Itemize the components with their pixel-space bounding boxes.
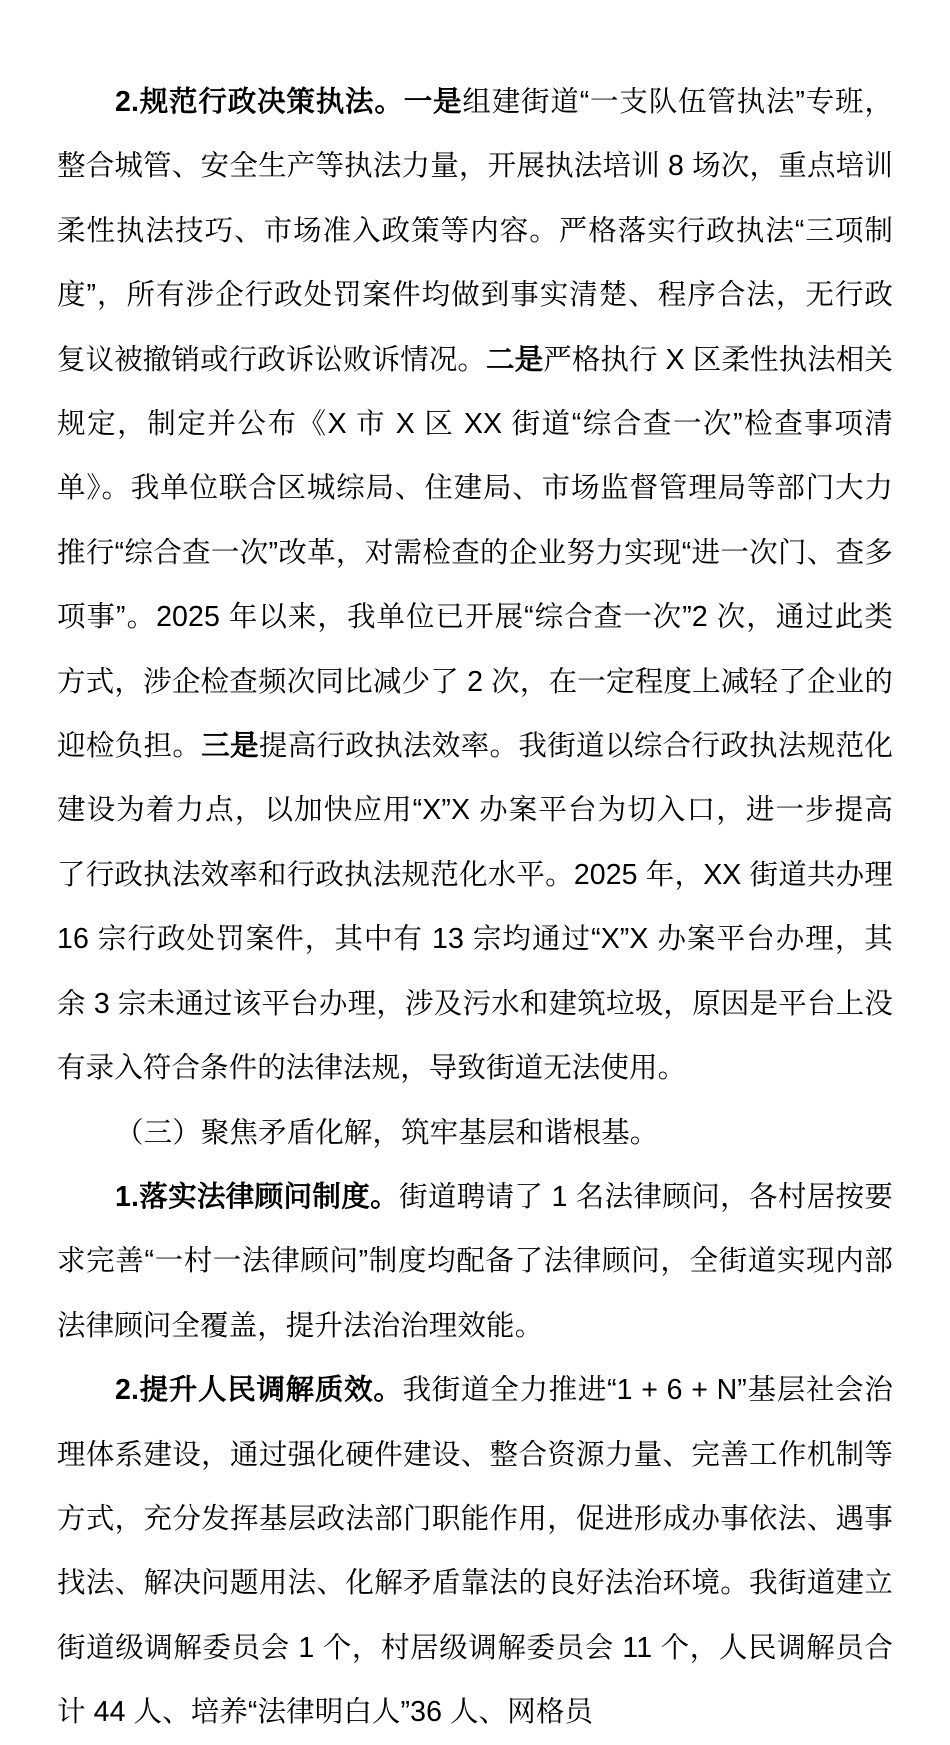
paragraph-run-bold: 2.提升人民调解质效。 <box>115 1374 403 1407</box>
paragraph <box>57 1358 893 1744</box>
paragraph-run-text: 严格执行 X 区柔性执法相关规定，制定并公布《X 市 X 区 XX 街道“综合查一次”检查事项清单》。我单位联合区城综局、住建局、市场监督管理局等部门大力推行“综合查一次”改革，对需检查的企业努力实现“进一次门、查多项事”。2025 年以来，我单位已开展“综合查一次”2 次，通过此类方式，涉企检查频次同比减少了 2 次，在一定程度上减轻了企业的迎检负担。 <box>57 343 893 763</box>
paragraph-run-text: 组建街道“一支队伍管执法”专班，整合城管、安全生产等执法力量，开展执法培训 8 场次，重点培训柔性执法技巧、市场准入政策等内容。严格落实行政执法“三项制度”，所有涉企行政处罚案件均做到事实清楚、程序合法，无行政复议被撤销或行政诉讼败诉情况。 <box>57 86 893 376</box>
paragraph-run-bold: 1.落实法律顾问制度。 <box>115 1180 399 1213</box>
paragraph-run-bold: 三是 <box>201 730 259 763</box>
paragraph-run-bold: 2.规范行政决策执法。一是 <box>115 86 463 118</box>
paragraph-run-text: 街道聘请了 1 名法律顾问，各村居按要求完善“一村一法律顾问”制度均配备了法律顾问，全街道实现内部法律顾问全覆盖，提升法治治理效能。 <box>57 1180 893 1342</box>
document-body <box>57 57 893 1745</box>
paragraph-run-text: （三）聚焦矛盾化解，筑牢基层和谐根基。 <box>115 1116 659 1149</box>
paragraph <box>57 1101 893 1165</box>
paragraph-run-bold: 二是 <box>486 343 544 376</box>
paragraph-run-text: 我街道全力推进“1 + 6 + N”基层社会治理体系建设，通过强化硬件建设、整合资源力量、完善工作机制等方式，充分发挥基层政法部门职能作用，促进形成办事依法、遇事找法、解决问题用法、化解矛盾靠法的良好法治环境。我街道建立街道级调解委员会 1 个，村居级调解委员会 11 个，人民调解员合计 44 人、培养“法律明白人”36 人、网格员 <box>57 1374 893 1729</box>
paragraph <box>57 1165 893 1358</box>
paragraph-run-text: 提高行政执法效率。我街道以综合行政执法规范化建设为着力点，以加快应用“X”X 办案平台为切入口，进一步提高了行政执法效率和行政执法规范化水平。2025 年，XX 街道共办理 16 宗行政处罚案件，其中有 13 宗均通过“X”X 办案平台办理，其余 3 宗未通过该平台办理，涉及污水和建筑垃圾，原因是平台上没有录入符合条件的法律法规，导致街道无法使用。 <box>57 730 893 1085</box>
paragraph <box>57 70 893 1101</box>
